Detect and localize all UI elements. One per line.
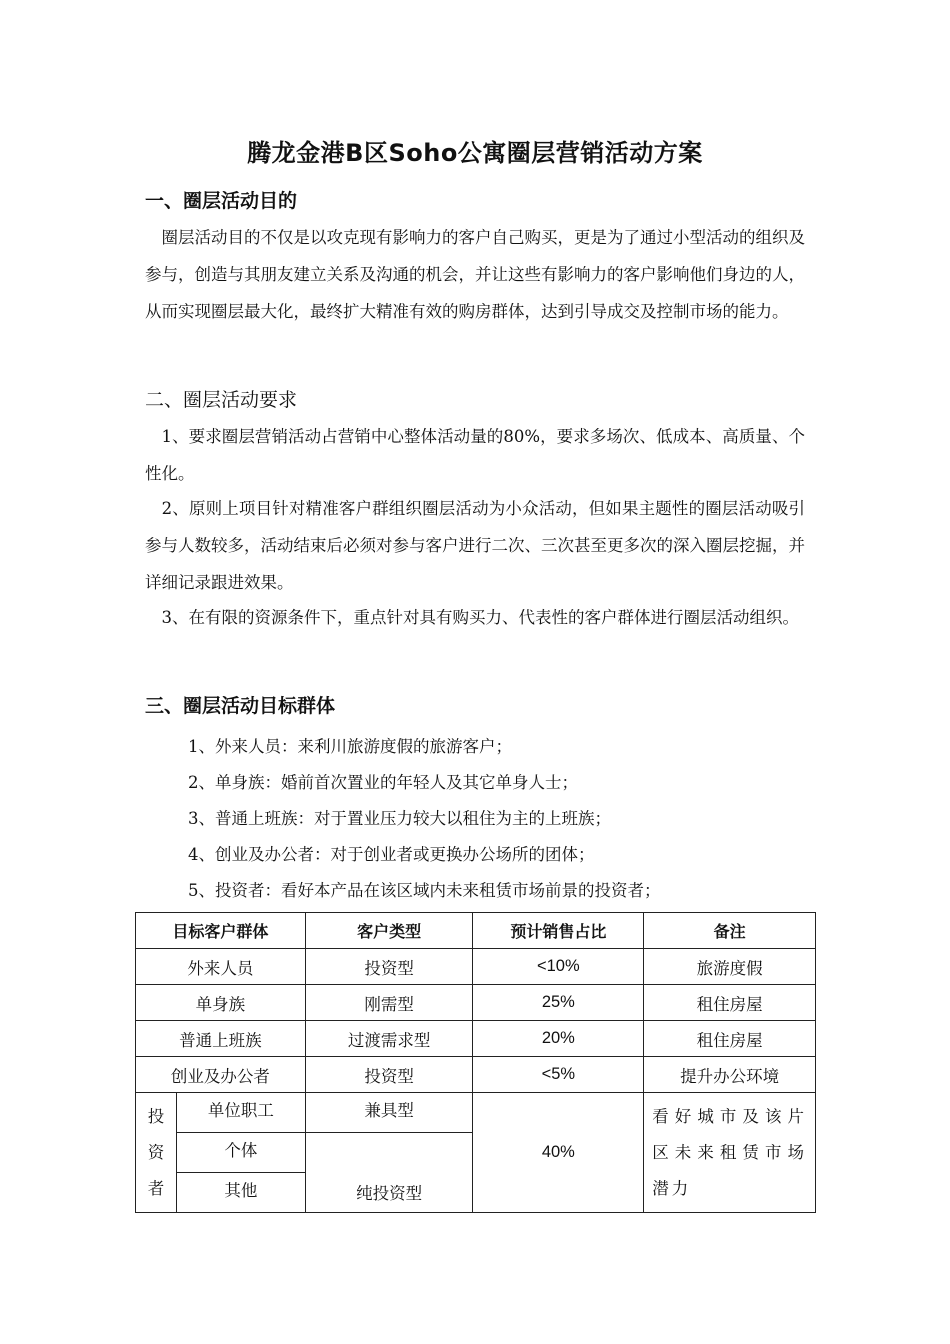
section2-item: 2、原则上项目针对精准客户群组织圈层活动为小众活动，但如果主题性的圈层活动吸引参与人数较多，活动结束后必须对参与客户进行二次、三次甚至更多次的深入圈层挖掘，并详细记录跟进效果。 — [145, 499, 805, 592]
table-cell: 看好城市及该片区未来租赁市场潜力 — [644, 1093, 816, 1213]
table-header-row — [136, 913, 816, 949]
table-header-cell: 预计销售占比 — [473, 913, 644, 949]
section3-item: 2、单身族：婚前首次置业的年轻人及其它单身人士； — [188, 773, 578, 792]
table-cell: 兼具型 — [305, 1093, 473, 1133]
section3-item: 4、创业及办公者：对于创业者或更换办公场所的团体； — [188, 845, 595, 864]
table-cell: 提升办公环境 — [644, 1057, 816, 1093]
table-cell: 个体 — [176, 1133, 305, 1173]
table-row — [136, 985, 816, 1021]
table-cell: 普通上班族 — [136, 1021, 306, 1057]
table-cell: 其他 — [176, 1173, 305, 1213]
investor-char: 资 — [147, 1142, 165, 1162]
table-cell: <10% — [473, 949, 644, 985]
table-header-cell: 目标客户群体 — [136, 913, 306, 949]
section1-heading: 一、圈层活动目的 — [145, 190, 298, 212]
table-row — [136, 1057, 816, 1093]
section2-heading: 二、圈层活动要求 — [145, 389, 298, 411]
table-row — [136, 1093, 816, 1133]
table-cell: 投资型 — [305, 1057, 473, 1093]
table-cell: 单位职工 — [176, 1093, 305, 1133]
section2-item: 3、在有限的资源条件下，重点针对具有购买力、代表性的客户群体进行圈层活动组织。 — [145, 608, 799, 627]
table-cell: 旅游度假 — [644, 949, 816, 985]
section3-heading: 三、圈层活动目标群体 — [145, 695, 336, 717]
investor-group-cell — [136, 1093, 177, 1213]
table-cell: 纯投资型 — [305, 1133, 473, 1213]
table-cell: 40% — [473, 1093, 644, 1213]
table-cell: 外来人员 — [136, 949, 306, 985]
table-cell: <5% — [473, 1057, 644, 1093]
table-cell: 过渡需求型 — [305, 1021, 473, 1057]
table-cell: 20% — [473, 1021, 644, 1057]
section3-item: 3、普通上班族：对于置业压力较大以租住为主的上班族； — [188, 809, 611, 828]
table-row — [136, 949, 816, 985]
table-cell: 创业及办公者 — [136, 1057, 306, 1093]
investor-char: 者 — [147, 1178, 165, 1198]
section1-body: 圈层活动目的不仅是以攻克现有影响力的客户自己购买，更是为了通过小型活动的组织及参与，创造与其朋友建立关系及沟通的机会，并让这些有影响力的客户影响他们身边的人，从而实现圈层最大化，最终扩大精准有效的购房群体，达到引导成交及控制市场的能力。 — [145, 228, 805, 321]
table-cell: 租住房屋 — [644, 985, 816, 1021]
section3-item: 5、投资者：看好本产品在该区域内未来租赁市场前景的投资者； — [188, 881, 661, 900]
document-title: 腾龙金港B区Soho公寓圈层营销活动方案 — [247, 139, 703, 167]
target-group-table — [135, 912, 816, 1213]
table-cell: 25% — [473, 985, 644, 1021]
table-header-cell: 客户类型 — [305, 913, 473, 949]
table-cell: 刚需型 — [305, 985, 473, 1021]
table-header-cell: 备注 — [644, 913, 816, 949]
table-cell: 租住房屋 — [644, 1021, 816, 1057]
investor-char: 投 — [147, 1106, 165, 1126]
section2-item: 1、要求圈层营销活动占营销中心整体活动量的80%，要求多场次、低成本、高质量、个性化。 — [145, 427, 805, 483]
table-row — [136, 1021, 816, 1057]
section3-item: 1、外来人员：来利川旅游度假的旅游客户； — [188, 737, 512, 756]
table-cell: 投资型 — [305, 949, 473, 985]
table-cell: 单身族 — [136, 985, 306, 1021]
